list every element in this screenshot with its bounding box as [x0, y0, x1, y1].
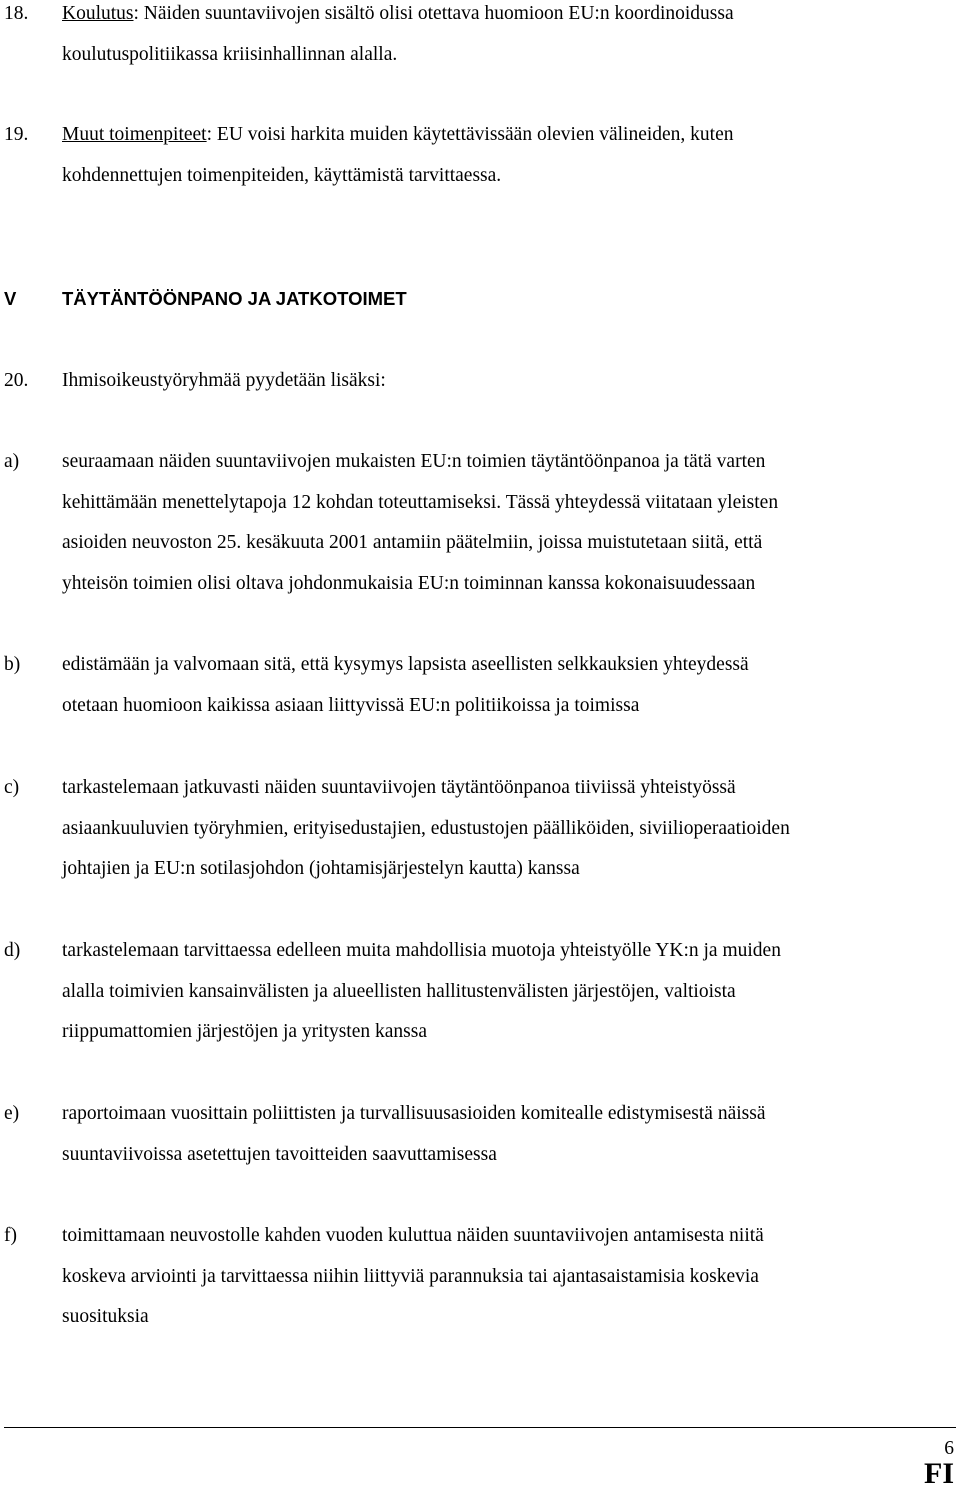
- item-number: 20.: [4, 370, 29, 391]
- subitem-a-line: seuraamaan näiden suuntaviivojen mukaisten EU:n toimien täytäntöönpanoa ja tätä varten: [62, 451, 766, 472]
- subitem-label: d): [4, 940, 21, 961]
- footer-rule: [4, 1427, 956, 1428]
- subitem-c-line: johtajien ja EU:n sotilasjohdon (johtamisjärjestelyn kautta) kanssa: [62, 858, 580, 879]
- item-19-rest: : EU voisi harkita muiden käytettävissään olevien välineiden, kuten: [206, 124, 734, 145]
- section-heading: TÄYTÄNTÖÖNPANO JA JATKOTOIMET: [62, 288, 407, 309]
- subitem-d-line: riippumattomien järjestöjen ja yritysten kanssa: [62, 1021, 427, 1042]
- subitem-label: b): [4, 654, 21, 675]
- page-number: 6: [944, 1438, 954, 1459]
- item-number: 18.: [4, 3, 29, 24]
- item-18-line2: koulutuspolitiikassa kriisinhallinnan alalla.: [62, 44, 398, 65]
- item-19-line2: kohdennettujen toimenpiteiden, käyttämistä tarvittaessa.: [62, 165, 502, 186]
- subitem-f-line: toimittamaan neuvostolle kahden vuoden kuluttua näiden suuntaviivojen antamisesta niitä: [62, 1225, 764, 1246]
- subitem-a-line: kehittämään menettelytapoja 12 kohdan toteuttamiseksi. Tässä yhteydessä viitataan yleisten: [62, 492, 779, 513]
- subitem-label: a): [4, 451, 20, 472]
- subitem-label: f): [4, 1225, 17, 1246]
- subitem-d-line: alalla toimivien kansainvälisten ja alueellisten hallitustenvälisten järjestöjen, valtioista: [62, 981, 736, 1002]
- subitem-a-line: yhteisön toimien olisi oltava johdonmukaisia EU:n toiminnan kanssa kokonaisuudessaan: [62, 573, 756, 594]
- subitem-d-line: tarkastelemaan tarvittaessa edelleen muita mahdollisia muotoja yhteistyölle YK:n ja muiden: [62, 940, 781, 961]
- item-18-rest: : Näiden suuntaviivojen sisältö olisi otettava huomioon EU:n koordinoidussa: [133, 3, 734, 24]
- item-18-title: Koulutus: [62, 3, 134, 24]
- language-code: FI: [924, 1457, 954, 1490]
- subitem-c-line: asiaankuuluvien työryhmien, erityisedustajien, edustustojen päälliköiden, siviilioperaatioiden: [62, 818, 790, 839]
- item-20-text: Ihmisoikeustyöryhmää pyydetään lisäksi:: [62, 370, 386, 391]
- subitem-a-line: asioiden neuvoston 25. kesäkuuta 2001 antamiin päätelmiin, joissa muistutetaan siitä, että: [62, 532, 763, 553]
- item-number: 19.: [4, 124, 29, 145]
- subitem-e-line: suuntaviivoissa asetettujen tavoitteiden saavuttamisessa: [62, 1144, 497, 1165]
- item-19-text: [62, 124, 734, 146]
- subitem-f-line: suosituksia: [62, 1306, 149, 1327]
- section-number: V: [4, 288, 17, 309]
- subitem-e-line: raportoimaan vuosittain poliittisten ja turvallisuusasioiden komitealle edistymisestä näissä: [62, 1103, 766, 1124]
- subitem-b-line: otetaan huomioon kaikissa asiaan liittyvissä EU:n politiikoissa ja toimissa: [62, 695, 640, 716]
- subitem-b-line: edistämään ja valvomaan sitä, että kysymys lapsista aseellisten selkkauksien yhteydessä: [62, 654, 749, 675]
- subitem-f-line: koskeva arviointi ja tarvittaessa niihin liittyviä parannuksia tai ajantasaistamisia koskevia: [62, 1266, 759, 1287]
- item-19-title: Muut toimenpiteet: [62, 124, 207, 145]
- subitem-label: c): [4, 777, 20, 798]
- subitem-c-line: tarkastelemaan jatkuvasti näiden suuntaviivojen täytäntöönpanoa tiiviissä yhteistyössä: [62, 777, 736, 798]
- subitem-label: e): [4, 1103, 20, 1124]
- item-18-text: [62, 3, 734, 25]
